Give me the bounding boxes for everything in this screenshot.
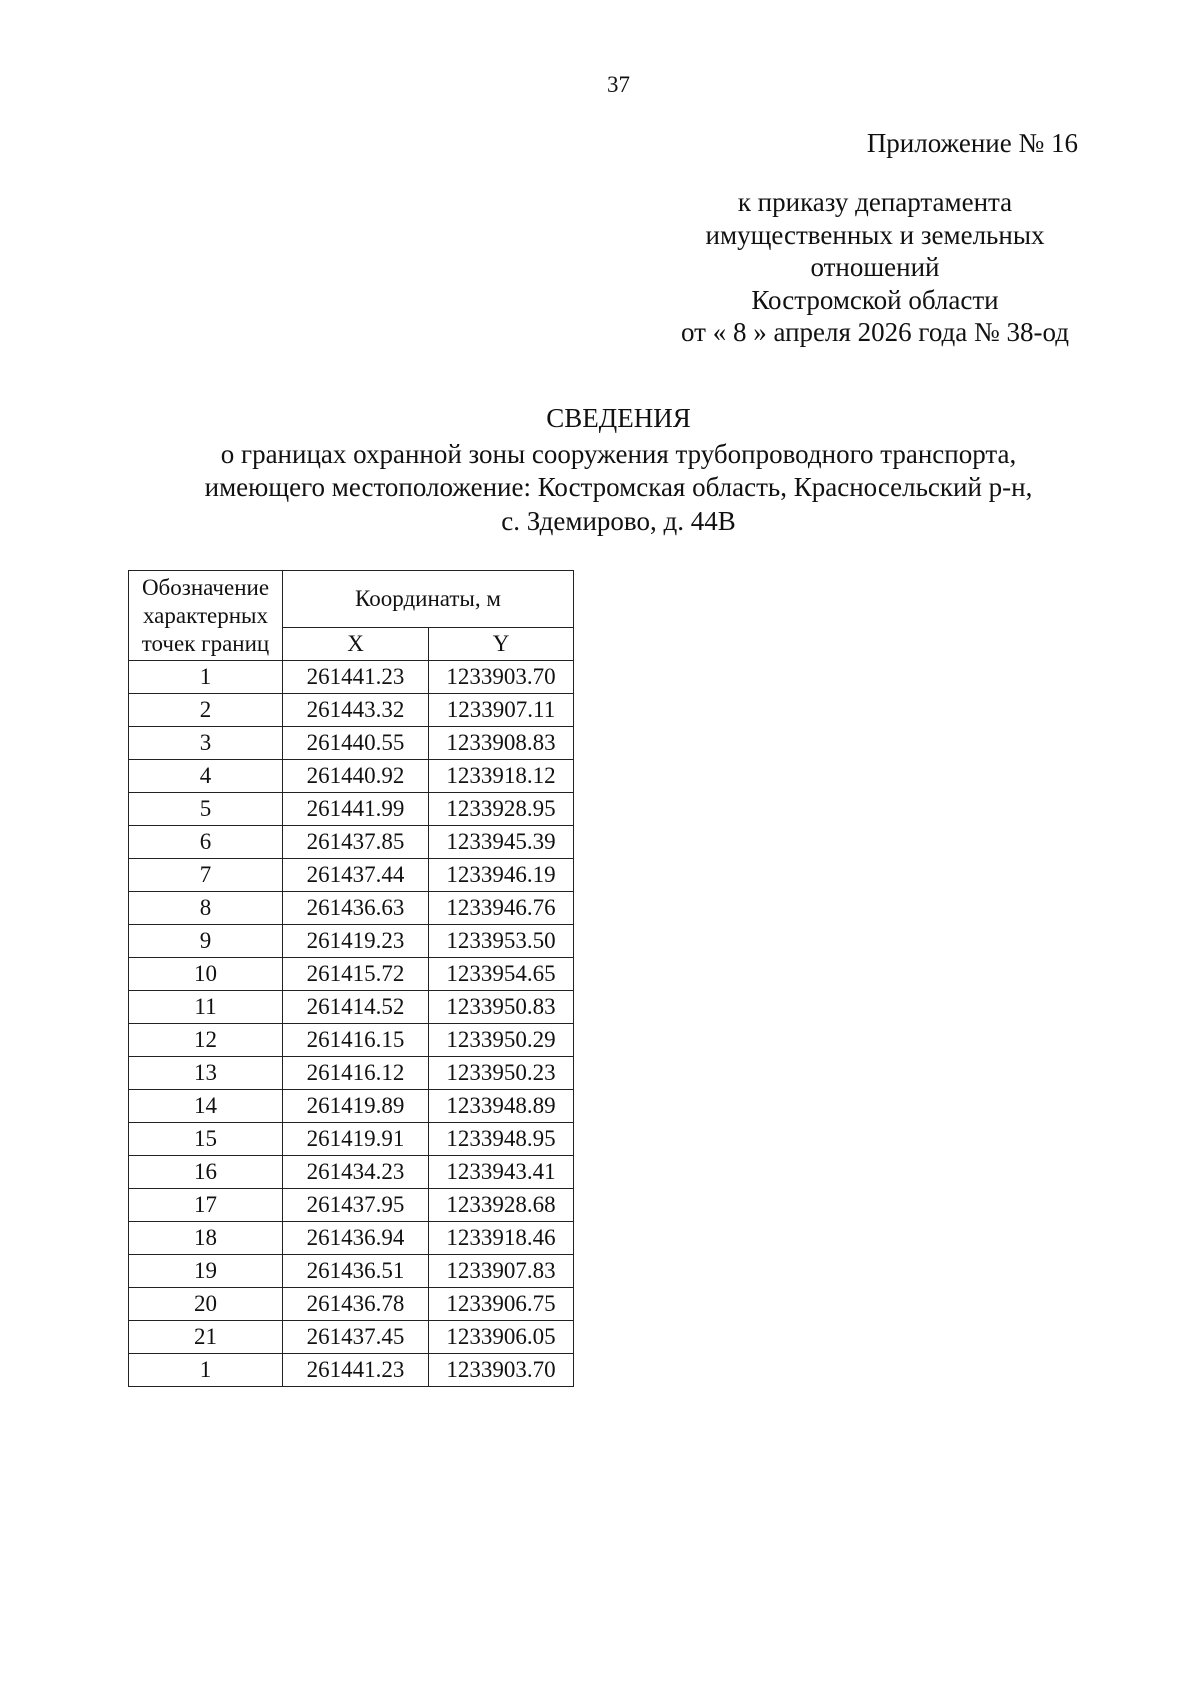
- cell-x: 261419.89: [283, 1090, 429, 1123]
- cell-point-number: 11: [129, 991, 283, 1024]
- cell-point-number: 14: [129, 1090, 283, 1123]
- table-row: [129, 892, 574, 925]
- cell-y: 1233903.70: [429, 661, 574, 694]
- coordinates-table-body: [129, 661, 574, 1387]
- coordinates-table: [128, 570, 574, 1387]
- cell-x: 261419.23: [283, 925, 429, 958]
- subheading-line: о границах охранной зоны сооружения трубопроводного транспорта,: [220, 439, 1017, 469]
- document-heading: СВЕДЕНИЯ: [546, 403, 691, 433]
- cell-y: 1233906.05: [429, 1321, 574, 1354]
- table-row: [129, 694, 574, 727]
- table-row: [129, 1354, 574, 1387]
- cell-point-number: 13: [129, 1057, 283, 1090]
- table-row: [129, 661, 574, 694]
- cell-y: 1233946.76: [429, 892, 574, 925]
- order-reference-line: Костромской области: [751, 284, 999, 315]
- cell-x: 261443.32: [283, 694, 429, 727]
- cell-point-number: 3: [129, 727, 283, 760]
- table-row: [129, 760, 574, 793]
- cell-point-number: 10: [129, 958, 283, 991]
- header-coordinates: Координаты, м: [283, 571, 574, 628]
- page-number: 37: [607, 72, 630, 97]
- cell-x: 261414.52: [283, 991, 429, 1024]
- cell-x: 261415.72: [283, 958, 429, 991]
- cell-point-number: 12: [129, 1024, 283, 1057]
- cell-point-number: 19: [129, 1255, 283, 1288]
- cell-y: 1233948.89: [429, 1090, 574, 1123]
- cell-y: 1233950.23: [429, 1057, 574, 1090]
- cell-x: 261436.94: [283, 1222, 429, 1255]
- header-point-designation: Обозначение характерных точек границ: [129, 571, 283, 661]
- header-y: Y: [429, 628, 574, 661]
- table-row: [129, 1123, 574, 1156]
- cell-y: 1233908.83: [429, 727, 574, 760]
- cell-point-number: 7: [129, 859, 283, 892]
- cell-point-number: 1: [129, 661, 283, 694]
- cell-y: 1233903.70: [429, 1354, 574, 1387]
- document-subheading: [0, 438, 1200, 538]
- table-row: [129, 1090, 574, 1123]
- cell-y: 1233918.12: [429, 760, 574, 793]
- cell-y: 1233928.95: [429, 793, 574, 826]
- cell-point-number: 20: [129, 1288, 283, 1321]
- cell-x: 261437.85: [283, 826, 429, 859]
- cell-x: 261436.78: [283, 1288, 429, 1321]
- table-row: [129, 991, 574, 1024]
- order-reference-line: к приказу департамента: [737, 187, 1013, 217]
- cell-y: 1233948.95: [429, 1123, 574, 1156]
- cell-x: 261440.55: [283, 727, 429, 760]
- appendix-title: Приложение № 16: [866, 128, 1078, 158]
- order-reference-line: от « 8 » апреля 2026 года № 38-од: [681, 317, 1069, 347]
- cell-x: 261416.15: [283, 1024, 429, 1057]
- cell-x: 261441.23: [283, 1354, 429, 1387]
- cell-y: 1233953.50: [429, 925, 574, 958]
- cell-x: 261437.44: [283, 859, 429, 892]
- table-row: [129, 1222, 574, 1255]
- table-row: [129, 727, 574, 760]
- cell-x: 261437.95: [283, 1189, 429, 1222]
- cell-x: 261436.63: [283, 892, 429, 925]
- cell-y: 1233907.11: [429, 694, 574, 727]
- cell-y: 1233950.29: [429, 1024, 574, 1057]
- table-row: [129, 1255, 574, 1288]
- cell-y: 1233954.65: [429, 958, 574, 991]
- cell-x: 261419.91: [283, 1123, 429, 1156]
- table-row: [129, 925, 574, 958]
- cell-point-number: 21: [129, 1321, 283, 1354]
- cell-y: 1233943.41: [429, 1156, 574, 1189]
- cell-y: 1233945.39: [429, 826, 574, 859]
- cell-point-number: 4: [129, 760, 283, 793]
- table-row: [129, 1156, 574, 1189]
- cell-x: 261441.99: [283, 793, 429, 826]
- cell-point-number: 15: [129, 1123, 283, 1156]
- cell-point-number: 8: [129, 892, 283, 925]
- cell-x: 261434.23: [283, 1156, 429, 1189]
- cell-point-number: 18: [129, 1222, 283, 1255]
- cell-y: 1233928.68: [429, 1189, 574, 1222]
- cell-x: 261440.92: [283, 760, 429, 793]
- cell-point-number: 17: [129, 1189, 283, 1222]
- table-row: [129, 1024, 574, 1057]
- cell-y: 1233950.83: [429, 991, 574, 1024]
- cell-y: 1233906.75: [429, 1288, 574, 1321]
- cell-x: 261441.23: [283, 661, 429, 694]
- header-x: X: [283, 628, 429, 661]
- table-row: [129, 1189, 574, 1222]
- cell-point-number: 5: [129, 793, 283, 826]
- table-row: [129, 1321, 574, 1354]
- cell-point-number: 9: [129, 925, 283, 958]
- table-row: [129, 793, 574, 826]
- table-row: [129, 826, 574, 859]
- cell-point-number: 1: [129, 1354, 283, 1387]
- table-row: [129, 859, 574, 892]
- table-row: [129, 1057, 574, 1090]
- order-reference-line: отношений: [810, 252, 940, 282]
- cell-y: 1233946.19: [429, 859, 574, 892]
- cell-point-number: 2: [129, 694, 283, 727]
- cell-point-number: 6: [129, 826, 283, 859]
- order-reference: [625, 186, 1125, 349]
- cell-point-number: 16: [129, 1156, 283, 1189]
- cell-y: 1233907.83: [429, 1255, 574, 1288]
- cell-x: 261436.51: [283, 1255, 429, 1288]
- cell-x: 261437.45: [283, 1321, 429, 1354]
- table-row: [129, 958, 574, 991]
- table-row: [129, 1288, 574, 1321]
- cell-x: 261416.12: [283, 1057, 429, 1090]
- order-reference-line: имущественных и земельных: [705, 219, 1045, 250]
- subheading-line: имеющего местоположение: Костромская область, Красносельский р-н,: [204, 472, 1033, 503]
- subheading-line: с. Здемирово, д. 44В: [501, 505, 736, 536]
- cell-y: 1233918.46: [429, 1222, 574, 1255]
